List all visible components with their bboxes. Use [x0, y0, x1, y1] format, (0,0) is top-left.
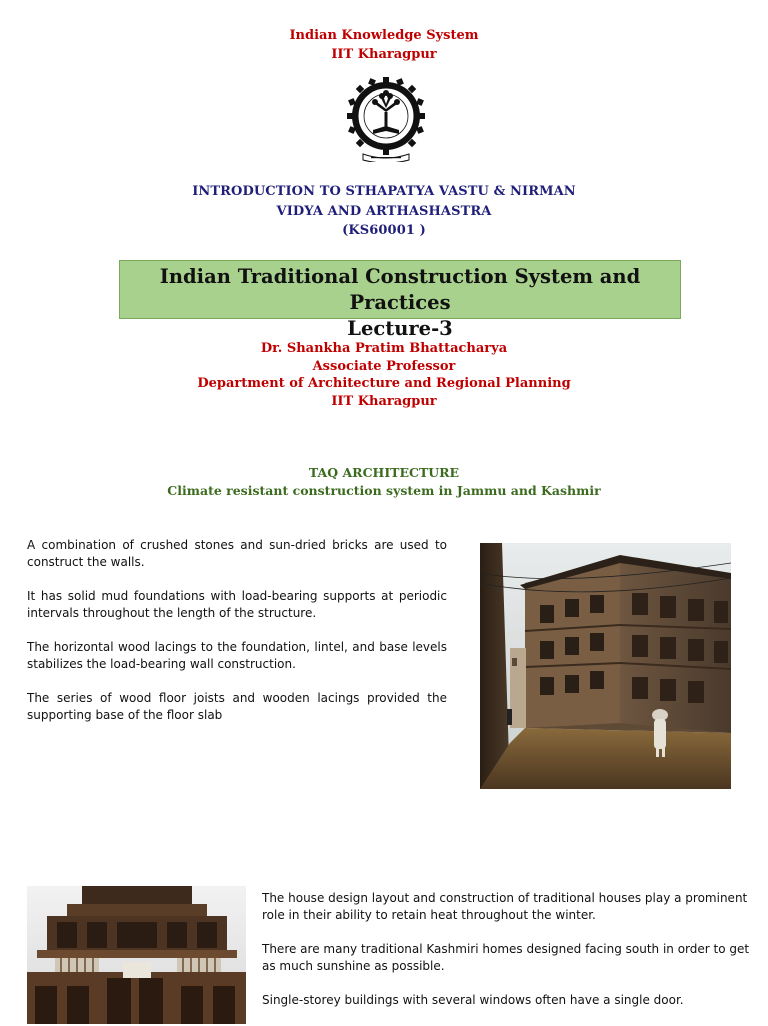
lecture-title: Indian Traditional Construction System and Practices	[159, 265, 641, 314]
course-line-2: VIDYA AND ARTHASHASTRA	[276, 203, 492, 219]
course-code: (KS60001 )	[342, 223, 426, 238]
section-subtitle: Climate resistant construction system in Jammu and Kashmir	[167, 483, 601, 498]
iit-kharagpur-emblem-icon	[345, 74, 427, 162]
author-designation: Associate Professor	[312, 358, 456, 374]
lecture-title-box	[119, 260, 681, 340]
wooden-facade-photo	[27, 886, 246, 1024]
author-name: Dr. Shankha Pratim Bhattacharya	[260, 341, 508, 356]
section-title: TAQ ARCHITECTURE	[308, 465, 460, 480]
author-department: Department of Architecture and Regional Planning	[197, 376, 571, 391]
paragraph: A combination of crushed stones and sun-dried bricks are used to construct the walls.	[27, 538, 447, 569]
paragraph: The horizontal wood lacings to the foundation, lintel, and base levels stabilizes the load-bearing wall construction.	[27, 640, 447, 671]
paragraph: It has solid mud foundations with load-bearing supports at periodic intervals throughout the length of the structure.	[27, 589, 447, 620]
header-line-2: IIT Kharagpur	[331, 47, 437, 62]
paragraph: Single-storey buildings with several windows often have a single door.	[262, 993, 684, 1007]
author-block	[0, 340, 768, 410]
right-text-column	[262, 890, 762, 1026]
section-heading	[0, 464, 768, 500]
paragraph: There are many traditional Kashmiri homes designed facing south in order to get as much sunshine as possible.	[262, 942, 750, 973]
paragraph: The series of wood floor joists and wooden lacings provided the supporting base of the floor slab	[27, 691, 447, 722]
author-institute: IIT Kharagpur	[331, 393, 437, 409]
left-text-column	[27, 537, 447, 741]
paragraph: The house design layout and construction of traditional houses play a prominent role in their ability to retain heat throughout the winter.	[262, 891, 748, 922]
header	[0, 26, 768, 64]
header-line-1: Indian Knowledge System	[289, 28, 479, 43]
course-title	[0, 182, 768, 241]
course-line-1: INTRODUCTION TO STHAPATYA VASTU & NIRMAN	[192, 184, 576, 199]
lecture-number: Lecture-3	[347, 317, 453, 340]
taq-house-street-photo	[480, 543, 731, 789]
